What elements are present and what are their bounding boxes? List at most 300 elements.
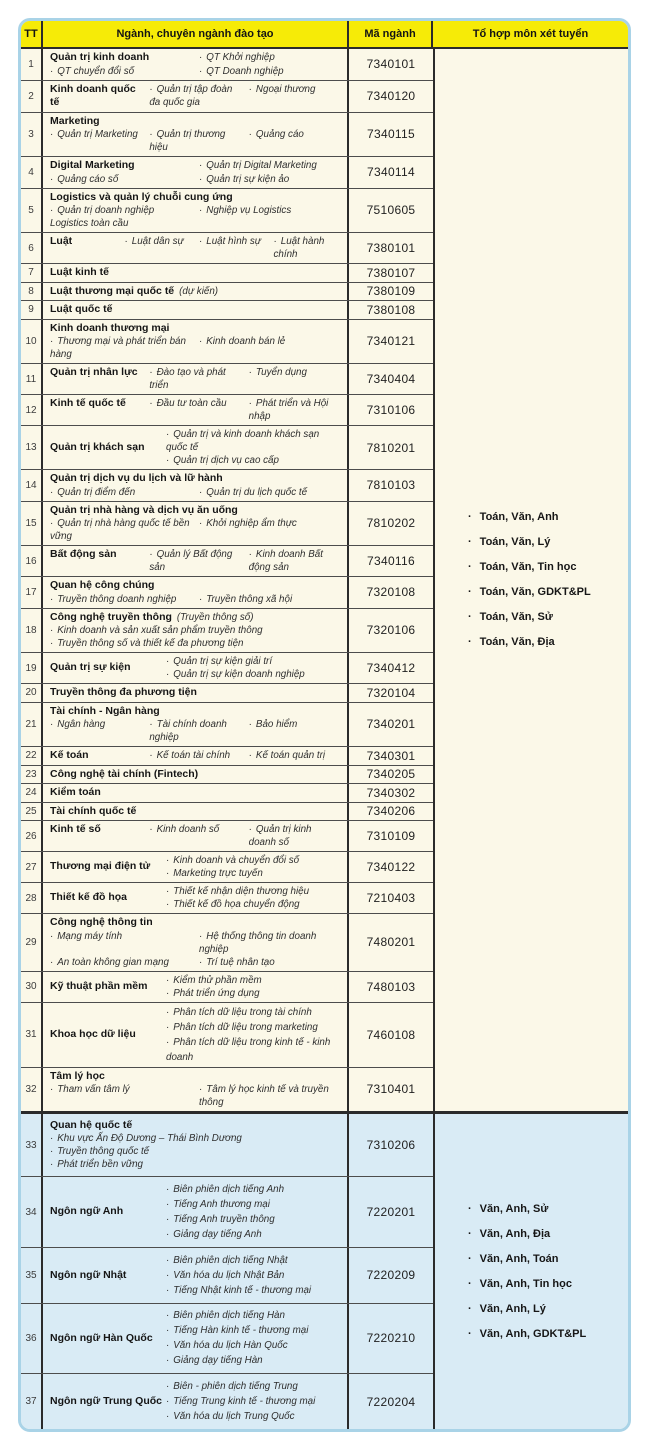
major-cell — [43, 1374, 349, 1429]
specialization: · Phân tích dữ liệu trong marketing — [166, 1020, 340, 1035]
table-row — [21, 113, 433, 158]
major-code: 7340206 — [366, 804, 416, 819]
major-line — [50, 128, 340, 154]
major-name: Luật — [50, 235, 73, 247]
specialization: · Quản lý Bất động sản — [149, 548, 240, 574]
specialization: · Phân tích dữ liệu trong tài chính — [166, 1005, 340, 1020]
specialization: · Tài chính doanh nghiệp — [149, 718, 240, 744]
table-row — [21, 852, 433, 883]
major-line — [50, 916, 340, 930]
major-name: Quản trị kinh doanh — [50, 51, 150, 63]
row-number: 37 — [21, 1374, 43, 1429]
major-code: 7220209 — [366, 1268, 416, 1283]
row-number: 6 — [21, 233, 43, 263]
specialization: · Truyền thông doanh nghiệp — [50, 593, 191, 606]
rows-column — [21, 49, 433, 1111]
major-name: Ngôn ngữ Hàn Quốc — [50, 1331, 153, 1344]
specialization: · Quản trị sự kiện giải trí — [166, 655, 340, 668]
major-line — [50, 749, 340, 763]
major-name: Luật thương mại quốc tế — [50, 284, 175, 297]
specialization: · Tâm lý học kinh tế và truyền thông — [199, 1083, 340, 1109]
specialization: · Phân tích dữ liệu trong kinh tế - kinh doanh — [166, 1035, 340, 1065]
table-row — [21, 1003, 433, 1068]
major-name: Quản trị nhân lực — [50, 366, 138, 378]
major-side — [50, 885, 340, 911]
table-row — [21, 821, 433, 852]
table-row — [21, 395, 433, 426]
major-line — [50, 335, 340, 361]
major-line — [50, 686, 340, 700]
specialization: · Kinh doanh Bất động sản — [249, 548, 340, 574]
specialization: · Truyền thông quốc tế — [50, 1145, 149, 1158]
specialization: · Quản trị điểm đến — [50, 486, 191, 499]
major-line — [50, 191, 340, 205]
specialization: · Quảng cáo — [249, 128, 340, 141]
major-line — [50, 366, 340, 392]
major-code: 7210403 — [366, 891, 416, 905]
table-row — [21, 502, 433, 547]
row-number: 13 — [21, 426, 43, 469]
table-row — [21, 1177, 433, 1248]
table-header — [21, 21, 628, 49]
combo-item: · Toán, Văn, Sử — [468, 611, 553, 624]
major-line — [50, 823, 340, 849]
specialization: · Luật dân sự — [125, 235, 192, 248]
table-row — [21, 157, 433, 189]
major-cell — [43, 1304, 349, 1374]
major-code: 7340120 — [366, 89, 416, 103]
admissions-table — [18, 18, 631, 1432]
major-name: Quản trị khách sạn — [50, 440, 145, 453]
row-number: 9 — [21, 301, 43, 319]
specialization: · Tuyển dụng — [249, 366, 340, 379]
specialization: · Thiết kế đồ họa chuyển động — [166, 898, 340, 911]
major-line — [50, 611, 340, 625]
specialization: · Quản trị và kinh doanh khách sạn quốc tế — [166, 428, 340, 454]
row-number: 35 — [21, 1248, 43, 1303]
major-cell — [43, 113, 349, 157]
major-code: 7320104 — [366, 685, 416, 700]
row-number: 23 — [21, 766, 43, 784]
major-side — [50, 655, 340, 681]
combo-item: · Văn, Anh, Sử — [468, 1203, 548, 1216]
row-number: 29 — [21, 914, 43, 971]
row-number: 1 — [21, 49, 43, 80]
specialization: · Khởi nghiệp ẩm thực — [199, 517, 340, 530]
major-name: Kinh tế quốc tế — [50, 397, 126, 409]
specialization: · Trí tuệ nhân tạo — [199, 956, 340, 969]
major-cell — [43, 1003, 349, 1067]
row-number: 15 — [21, 502, 43, 546]
row-number: 4 — [21, 157, 43, 188]
table-row — [21, 264, 433, 283]
major-code: 7340412 — [366, 661, 416, 675]
major-side — [50, 1253, 340, 1298]
major-name: Quản trị nhà hàng và dịch vụ ăn uống — [50, 503, 238, 516]
major-side — [50, 1182, 340, 1242]
major-name: Tài chính quốc tế — [50, 804, 137, 817]
major-code: 7220210 — [366, 1331, 416, 1346]
major-code: 7810202 — [366, 516, 416, 531]
major-name: Ngôn ngữ Nhật — [50, 1268, 127, 1281]
major-code: 7380109 — [366, 284, 416, 299]
row-number: 21 — [21, 703, 43, 747]
table-row — [21, 747, 433, 766]
row-number: 27 — [21, 852, 43, 882]
major-code: 7340201 — [366, 717, 416, 732]
specialization: · Văn hóa du lịch Trung Quốc — [166, 1409, 340, 1424]
specialization: · Tiếng Anh truyền thông — [166, 1212, 340, 1227]
specialization: · Phát triển bền vững — [50, 1158, 143, 1171]
major-line — [50, 1145, 340, 1158]
major-name: Kinh doanh quốc tế — [50, 82, 136, 108]
specialization: · Kế toán quản trị — [249, 749, 340, 762]
specialization: · Biên - phiên dịch tiếng Trung — [166, 1379, 340, 1394]
major-code: 7340302 — [366, 785, 416, 800]
specialization: · Quản trị tập đoàn đa quốc gia — [149, 83, 240, 109]
specialization: · Quản trị doanh nghiệp Logistics toàn cầu — [50, 204, 191, 230]
major-line — [50, 1158, 340, 1171]
specialization: · Đầu tư toàn cầu — [149, 397, 240, 410]
major-name: Ngôn ngữ Trung Quốc — [50, 1394, 163, 1407]
major-line — [50, 805, 340, 819]
specialization: · Mạng máy tính — [50, 930, 191, 943]
specialization-list — [166, 428, 340, 467]
major-name: Khoa học dữ liệu — [50, 1027, 136, 1040]
specialization: · Quản trị thương hiệu — [149, 128, 240, 154]
major-code: 7340122 — [366, 860, 416, 874]
major-line — [50, 266, 340, 280]
major-line — [50, 1132, 340, 1145]
major-cell — [43, 653, 349, 683]
major-cell — [43, 157, 349, 188]
major-code: 7310206 — [366, 1138, 416, 1153]
major-line — [50, 83, 340, 110]
combo-item: · Văn, Anh, Tin học — [468, 1278, 572, 1291]
major-cell — [43, 609, 349, 653]
major-line — [50, 397, 340, 423]
combo-item: · Toán, Văn, Tin học — [468, 561, 576, 574]
major-cell — [43, 1177, 349, 1247]
major-name: Thương mại điện tử — [50, 860, 151, 873]
major-name: Thiết kế đồ họa — [50, 891, 128, 904]
specialization: · Tiếng Hàn kinh tế - thương mại — [166, 1323, 340, 1338]
table-row — [21, 283, 433, 302]
specialization: · Ngân hàng — [50, 718, 141, 731]
major-line — [50, 472, 340, 486]
major-cell — [43, 852, 349, 882]
major-cell — [43, 426, 349, 469]
specialization: · QT chuyển đổi số — [50, 65, 191, 78]
specialization: · Marketing trực tuyến — [166, 867, 340, 880]
major-cell — [43, 1248, 349, 1303]
major-code: 7480103 — [366, 979, 416, 994]
major-line — [50, 579, 340, 593]
row-number: 10 — [21, 320, 43, 364]
major-line — [50, 65, 340, 78]
major-line — [50, 786, 340, 800]
major-code: 7340115 — [367, 127, 415, 142]
row-number: 17 — [21, 577, 43, 608]
combo-item: · Toán, Văn, Lý — [468, 536, 550, 549]
specialization: · Khu vực Ấn Độ Dương – Thái Bình Dương — [50, 1132, 242, 1145]
major-side — [50, 1379, 340, 1424]
major-cell — [43, 189, 349, 233]
major-line — [50, 593, 340, 606]
table-row — [21, 684, 433, 703]
major-line — [50, 1119, 340, 1133]
row-number: 19 — [21, 653, 43, 683]
major-line — [50, 705, 340, 719]
major-cell — [43, 684, 349, 702]
major-name: Kinh tế số — [50, 823, 101, 835]
row-number: 33 — [21, 1114, 43, 1176]
row-number: 32 — [21, 1068, 43, 1112]
row-number: 3 — [21, 113, 43, 157]
row-number: 16 — [21, 546, 43, 576]
specialization: · Hệ thống thông tin doanh nghiệp — [199, 930, 340, 956]
major-side — [50, 428, 340, 467]
table-row — [21, 609, 433, 654]
row-number: 14 — [21, 470, 43, 501]
major-line — [50, 235, 340, 261]
specialization: · Tham vấn tâm lý — [50, 1083, 191, 1096]
specialization: · Tiếng Nhật kinh tế - thương mại — [166, 1283, 340, 1298]
table-row — [21, 914, 433, 972]
major-code: 7320106 — [366, 623, 416, 638]
major-cell — [43, 784, 349, 802]
specialization: · Truyền thông xã hội — [199, 593, 340, 606]
specialization: · QT Doanh nghiệp — [199, 65, 340, 78]
table-row — [21, 703, 433, 748]
row-number: 25 — [21, 803, 43, 821]
table-row — [21, 1068, 433, 1112]
specialization: · Kinh doanh và sản xuất sản phẩm truyền thông — [50, 624, 263, 637]
specialization-list — [166, 1005, 340, 1065]
major-line — [50, 624, 340, 637]
specialization: · Kinh doanh số — [149, 823, 240, 836]
specialization: · Quản trị du lịch quốc tế — [199, 486, 340, 499]
major-name: Logistics và quản lý chuỗi cung ứng — [50, 190, 233, 203]
combo-item: · Văn, Anh, Địa — [468, 1228, 550, 1241]
major-code: 7510605 — [366, 203, 416, 218]
row-number: 30 — [21, 972, 43, 1002]
specialization: · Luật hình sự — [199, 235, 266, 248]
specialization: · Văn hóa du lịch Nhật Bản — [166, 1268, 340, 1283]
major-code: 7380107 — [366, 265, 416, 280]
major-line — [50, 517, 340, 543]
major-cell — [43, 803, 349, 821]
table-row — [21, 546, 433, 577]
row-number: 24 — [21, 784, 43, 802]
major-code: 7380108 — [366, 302, 416, 317]
specialization: (dự kiến) — [179, 285, 219, 297]
major-line — [50, 504, 340, 518]
major-cell — [43, 301, 349, 319]
major-name: Kế toán — [50, 749, 89, 761]
major-cell — [43, 914, 349, 971]
row-number: 5 — [21, 189, 43, 233]
major-code: 7340101 — [366, 57, 416, 72]
major-cell — [43, 883, 349, 913]
major-line — [50, 204, 340, 230]
major-cell — [43, 747, 349, 765]
major-line — [50, 1070, 340, 1084]
specialization: · Biên phiên dịch tiếng Hàn — [166, 1308, 340, 1323]
table-row — [21, 426, 433, 470]
table-row — [21, 470, 433, 502]
table-row — [21, 653, 433, 684]
table-row — [21, 364, 433, 395]
major-line — [50, 51, 340, 65]
specialization: · Phát triển ứng dụng — [166, 987, 340, 1000]
table-row — [21, 320, 433, 365]
specialization: · Truyền thông số và thiết kế đa phương tiện — [50, 637, 244, 650]
row-number: 18 — [21, 609, 43, 653]
major-name: Công nghệ thông tin — [50, 916, 153, 928]
specialization: (Truyền thông số) — [176, 611, 254, 623]
major-line — [50, 115, 340, 129]
specialization: · Ngoại thương — [249, 83, 340, 96]
specialization-list — [166, 885, 340, 911]
major-name: Công nghệ tài chính (Fintech) — [50, 767, 199, 780]
major-name: Tâm lý học — [50, 1069, 105, 1082]
major-name: Marketing — [50, 114, 100, 127]
major-name: Tài chính - Ngân hàng — [50, 704, 160, 717]
specialization: · Quản trị kinh doanh số — [249, 823, 340, 849]
table-row — [21, 81, 433, 113]
specialization-list — [166, 1379, 340, 1424]
major-cell — [43, 703, 349, 747]
major-side — [50, 1308, 340, 1368]
table-row — [21, 301, 433, 320]
major-code: 7220201 — [366, 1205, 416, 1220]
table-row — [21, 766, 433, 785]
major-cell — [43, 395, 349, 425]
major-cell — [43, 821, 349, 851]
header-tt: TT — [21, 21, 43, 47]
major-cell — [43, 470, 349, 501]
major-line — [50, 285, 340, 299]
major-code: 7340121 — [366, 334, 416, 349]
specialization: · Tiếng Trung kinh tế - thương mại — [166, 1394, 340, 1409]
combo-item: · Văn, Anh, Lý — [468, 1303, 546, 1316]
row-number: 26 — [21, 821, 43, 851]
specialization: · Luật hành chính — [274, 235, 341, 261]
major-side — [50, 1005, 340, 1065]
major-name: Bất động sản — [50, 548, 117, 560]
combo-column — [433, 49, 628, 1111]
major-cell — [43, 283, 349, 301]
table-row — [21, 883, 433, 914]
row-number: 28 — [21, 883, 43, 913]
specialization: · Quản trị Digital Marketing — [199, 159, 340, 172]
major-code: 7310109 — [366, 829, 416, 843]
combo-item: · Toán, Văn, GDKT&PL — [468, 586, 591, 599]
specialization: · An toàn không gian mạng — [50, 956, 191, 969]
major-line — [50, 930, 340, 956]
table-row — [21, 784, 433, 803]
major-name: Kỹ thuật phần mềm — [50, 979, 148, 992]
specialization: · Biên phiên dịch tiếng Nhật — [166, 1253, 340, 1268]
specialization: · Kiểm thử phần mềm — [166, 974, 340, 987]
major-code: 7320108 — [366, 585, 416, 600]
table-row — [21, 803, 433, 822]
row-number: 2 — [21, 81, 43, 112]
major-code: 7340301 — [366, 748, 416, 763]
specialization: · Phát triển và Hội nhập — [249, 397, 340, 423]
specialization-list — [166, 854, 340, 880]
specialization: · Kinh doanh và chuyển đổi số — [166, 854, 340, 867]
specialization-list — [166, 655, 340, 681]
major-line — [50, 1083, 340, 1109]
specialization: · Giảng dạy tiếng Anh — [166, 1227, 340, 1242]
major-name: Luật kinh tế — [50, 266, 109, 278]
table-row — [21, 1248, 433, 1304]
major-line — [50, 173, 340, 186]
specialization: · Kinh doanh bán lẻ — [199, 335, 340, 348]
major-name: Quan hệ công chúng — [50, 579, 155, 591]
header-subject-combo: Tổ hợp môn xét tuyển — [472, 28, 589, 40]
specialization: · Quản trị nhà hàng quốc tế bền vững — [50, 517, 191, 543]
row-number: 36 — [21, 1304, 43, 1374]
table-row — [21, 189, 433, 234]
major-cell — [43, 81, 349, 112]
major-code: 7810201 — [366, 440, 416, 455]
table-row — [21, 1304, 433, 1375]
combo-column — [433, 1114, 628, 1429]
major-line — [50, 303, 340, 317]
combo-item: · Văn, Anh, GDKT&PL — [468, 1328, 586, 1341]
table-row — [21, 972, 433, 1003]
major-cell — [43, 1114, 349, 1176]
combo-item: · Toán, Văn, Anh — [468, 511, 559, 524]
major-code: 7460108 — [366, 1027, 416, 1042]
specialization: · Thương mại và phát triển bán hàng — [50, 335, 191, 361]
combo-item: · Văn, Anh, Toán — [468, 1253, 559, 1266]
major-line — [50, 159, 340, 173]
major-side — [50, 974, 340, 1000]
specialization-list — [166, 1182, 340, 1242]
major-cell — [43, 233, 349, 263]
row-number: 12 — [21, 395, 43, 425]
row-number: 8 — [21, 283, 43, 301]
section-main-majors — [21, 49, 628, 1111]
major-cell — [43, 49, 349, 80]
specialization: · Bảo hiểm — [249, 718, 340, 731]
header-major: Ngành, chuyên ngành đào tạo — [43, 21, 349, 47]
major-code: 7340116 — [367, 554, 415, 568]
major-name: Kinh doanh thương mại — [50, 321, 170, 334]
specialization: · Quảng cáo số — [50, 173, 191, 186]
major-code: 7810103 — [366, 478, 416, 493]
row-number: 20 — [21, 684, 43, 702]
combo-item: · Toán, Văn, Địa — [468, 636, 555, 649]
specialization: · Tiếng Anh thương mại — [166, 1197, 340, 1212]
major-code: 7340114 — [367, 165, 415, 180]
rows-column — [21, 1114, 433, 1429]
major-name: Quản trị sự kiện — [50, 661, 131, 674]
specialization-list — [166, 974, 340, 1000]
row-number: 34 — [21, 1177, 43, 1247]
major-line — [50, 768, 340, 782]
specialization: · Giảng dạy tiếng Hàn — [166, 1353, 340, 1368]
major-line — [50, 637, 340, 650]
major-cell — [43, 264, 349, 282]
major-code: 7310106 — [366, 403, 416, 417]
major-line — [50, 718, 340, 744]
major-line — [50, 486, 340, 499]
